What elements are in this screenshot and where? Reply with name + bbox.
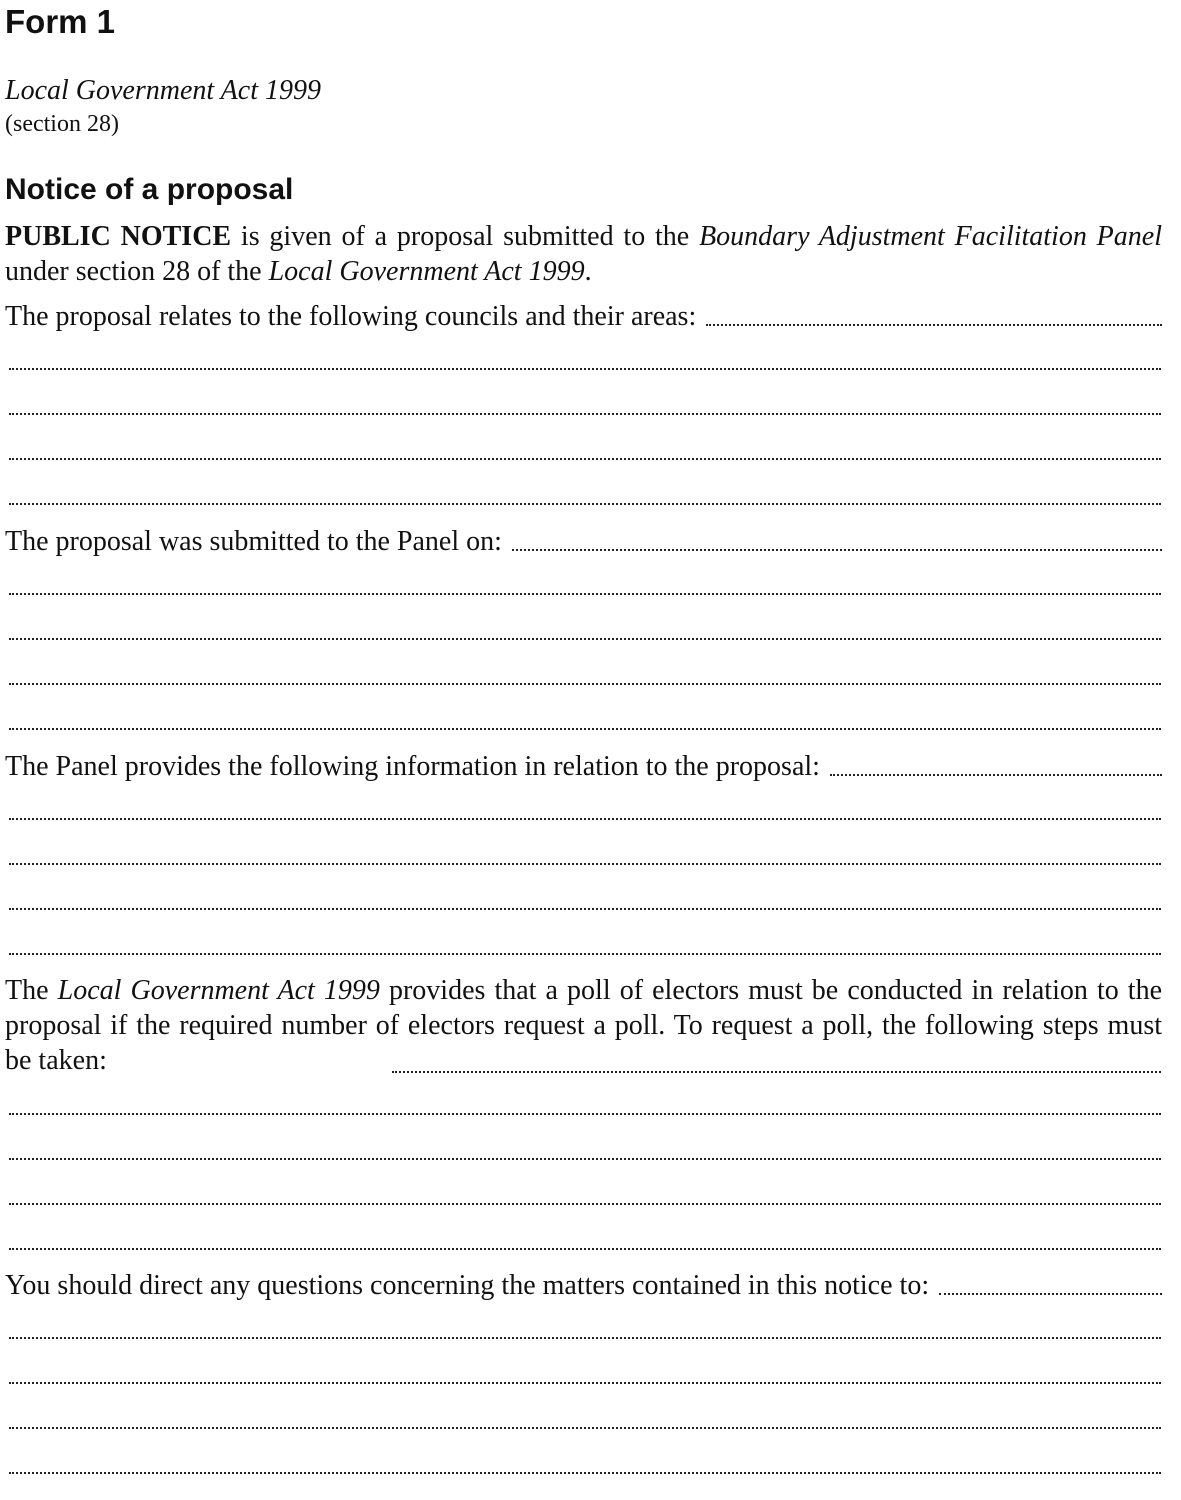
- councils-input-line[interactable]: [9, 368, 1161, 370]
- poll-text-prefix: The: [5, 975, 58, 1006]
- panel-name: Boundary Adjustment Facilitation Panel: [699, 221, 1162, 252]
- questions-input-line[interactable]: [9, 1337, 1161, 1339]
- poll-steps-input-line[interactable]: [9, 1158, 1161, 1160]
- councils-field: [5, 299, 1162, 335]
- information-input-line[interactable]: [830, 772, 1162, 776]
- poll-act-name: Local Government Act 1999: [57, 975, 380, 1006]
- poll-steps-paragraph: [5, 973, 1162, 1081]
- councils-input-line[interactable]: [9, 503, 1161, 505]
- intro-text-3: .: [584, 256, 592, 287]
- poll-steps-input-line[interactable]: [9, 1113, 1161, 1115]
- public-notice-lead: PUBLIC NOTICE: [5, 221, 232, 252]
- submitted-label: The proposal was submitted to the Panel on:: [5, 526, 502, 557]
- poll-steps-input-line[interactable]: [392, 1071, 1161, 1073]
- information-label: The Panel provides the following information in relation to the proposal:: [5, 751, 820, 782]
- information-input-line[interactable]: [9, 908, 1161, 910]
- poll-steps-input-line[interactable]: [9, 1203, 1161, 1205]
- poll-text-suffix: provides that a poll of electors must be conducted in relation to the proposal if the required number of electors request a poll. To request a poll, the following steps must be taken:: [5, 975, 1163, 1076]
- councils-input-line[interactable]: [9, 458, 1161, 460]
- submitted-date-field: [5, 524, 1162, 560]
- act-title: Local Government Act 1999: [5, 75, 321, 106]
- information-input-line[interactable]: [9, 818, 1161, 820]
- submitted-input-line[interactable]: [9, 593, 1161, 595]
- questions-input-line[interactable]: [9, 1382, 1161, 1384]
- questions-input-line[interactable]: [9, 1472, 1161, 1474]
- form-title: Form 1: [5, 3, 116, 40]
- questions-label: You should direct any questions concerning the matters contained in this notice to:: [5, 1270, 930, 1301]
- section-reference: (section 28): [5, 111, 119, 137]
- councils-input-line[interactable]: [9, 413, 1161, 415]
- notice-heading: Notice of a proposal: [5, 173, 294, 206]
- councils-input-line[interactable]: [706, 322, 1162, 326]
- questions-input-line[interactable]: [939, 1291, 1162, 1295]
- questions-contact-field: [5, 1268, 1162, 1304]
- information-input-line[interactable]: [9, 953, 1161, 955]
- intro-paragraph: [5, 219, 1162, 289]
- intro-act-name: Local Government Act 1999: [268, 256, 585, 287]
- submitted-input-line[interactable]: [9, 728, 1161, 730]
- information-input-line[interactable]: [9, 863, 1161, 865]
- poll-steps-input-line[interactable]: [9, 1248, 1161, 1250]
- submitted-input-line[interactable]: [512, 547, 1162, 551]
- information-field: [5, 749, 1162, 785]
- councils-label: The proposal relates to the following councils and their areas:: [5, 301, 697, 332]
- questions-input-line[interactable]: [9, 1427, 1161, 1429]
- submitted-input-line[interactable]: [9, 683, 1161, 685]
- intro-text-1: is given of a proposal submitted to the: [231, 221, 700, 252]
- submitted-input-line[interactable]: [9, 638, 1161, 640]
- intro-text-2: under section 28 of the: [5, 256, 269, 287]
